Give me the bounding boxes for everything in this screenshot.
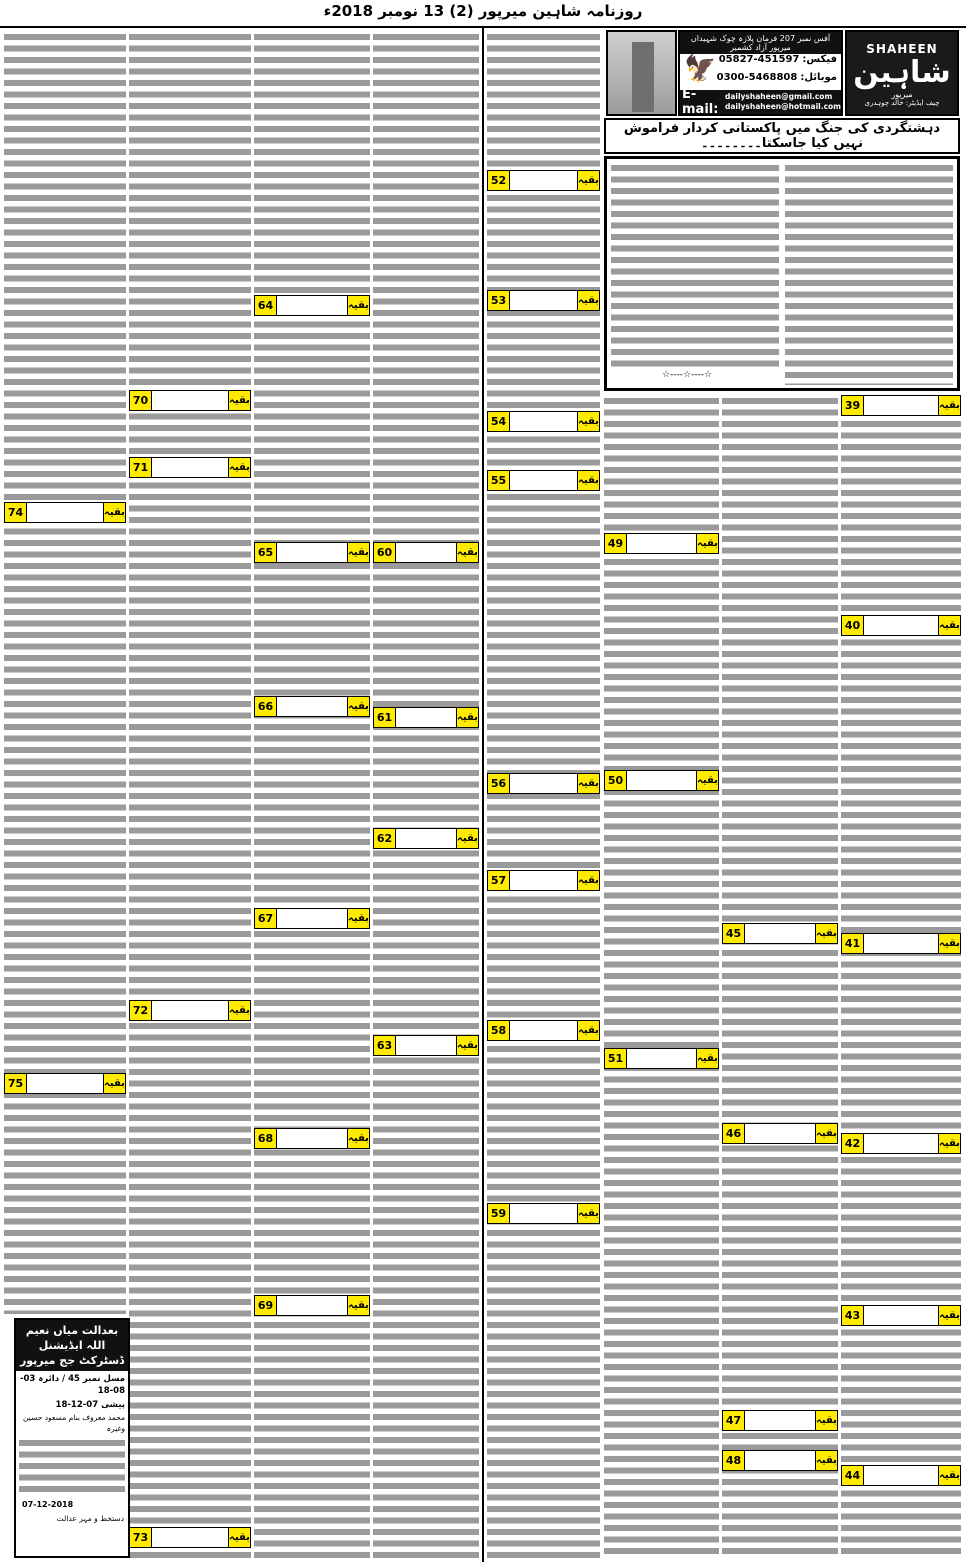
continued-label: بقیہ xyxy=(696,771,718,790)
continued-box xyxy=(487,870,600,891)
continued-number: 62 xyxy=(374,829,396,848)
continued-number: 70 xyxy=(130,391,152,410)
continued-label: بقیہ xyxy=(228,1528,250,1547)
fax-number: 05827-451597 xyxy=(718,54,800,65)
continued-label: بقیہ xyxy=(228,1001,250,1020)
court-notice-title: بعدالت میاں نعیم اللہ ایڈیشنل ڈسٹرکٹ جج میرپور xyxy=(16,1320,128,1371)
email-hotmail[interactable]: dailyshaheen@hotmail.com xyxy=(724,102,841,111)
continued-label: بقیہ xyxy=(577,1021,599,1040)
continued-box xyxy=(722,1450,838,1471)
continued-box xyxy=(841,1133,961,1154)
headline: دہشتگردی کی جنگ میں پاکستانی کردار فراموش نہیں کیا جاسکتا۔۔۔۔۔۔۔۔ xyxy=(623,121,941,151)
column-6 xyxy=(604,396,719,1558)
continued-label: بقیہ xyxy=(347,296,369,315)
court-signature: دستخط و مہر عدالت xyxy=(56,1514,124,1523)
continued-box xyxy=(722,1123,838,1144)
masthead-photo-monument xyxy=(606,30,677,116)
continued-number: 41 xyxy=(842,934,864,953)
continued-label: بقیہ xyxy=(938,1466,960,1485)
continued-label: بقیہ xyxy=(103,1074,125,1093)
column-2 xyxy=(129,32,251,1558)
continued-box xyxy=(373,1035,479,1056)
continued-label: بقیہ xyxy=(696,534,718,553)
continued-box xyxy=(487,1203,600,1224)
continued-label: بقیہ xyxy=(347,1129,369,1148)
continued-label: بقیہ xyxy=(456,708,478,727)
continued-number: 54 xyxy=(488,412,510,431)
continued-number: 51 xyxy=(605,1049,627,1068)
continued-label: بقیہ xyxy=(815,924,837,943)
appearance-date: 07-12-2018 xyxy=(22,1500,74,1509)
continued-number: 75 xyxy=(5,1074,27,1093)
continued-number: 49 xyxy=(605,534,627,553)
continued-label: بقیہ xyxy=(228,458,250,477)
continued-box xyxy=(604,770,719,791)
logo-city: میرپور xyxy=(891,90,913,99)
continued-number: 43 xyxy=(842,1306,864,1325)
continued-number: 39 xyxy=(842,396,864,415)
continued-label: بقیہ xyxy=(938,1134,960,1153)
continued-box xyxy=(841,615,961,636)
hearing-date: پیشی 07-12-18 xyxy=(55,1400,125,1410)
continued-number: 53 xyxy=(488,291,510,310)
continued-number: 44 xyxy=(842,1466,864,1485)
logo-urdu: شاہین xyxy=(853,55,951,90)
continued-label: بقیہ xyxy=(938,616,960,635)
continued-number: 57 xyxy=(488,871,510,890)
continued-number: 66 xyxy=(255,697,277,716)
continued-number: 56 xyxy=(488,774,510,793)
continued-label: بقیہ xyxy=(577,471,599,490)
continued-number: 50 xyxy=(605,771,627,790)
continued-box xyxy=(487,470,600,491)
continued-label: بقیہ xyxy=(938,1306,960,1325)
continued-label: بقیہ xyxy=(577,412,599,431)
continued-box xyxy=(129,1527,251,1548)
mobile-number: 0300-5468808 xyxy=(716,72,798,83)
continued-box xyxy=(373,828,479,849)
continued-number: 61 xyxy=(374,708,396,727)
continued-label: بقیہ xyxy=(938,396,960,415)
continued-label: بقیہ xyxy=(696,1049,718,1068)
continued-box xyxy=(487,290,600,311)
continued-number: 47 xyxy=(723,1411,745,1430)
continued-number: 42 xyxy=(842,1134,864,1153)
continued-box xyxy=(129,457,251,478)
continued-box xyxy=(841,395,961,416)
logo-english: SHAHEEN xyxy=(866,42,938,56)
continued-box xyxy=(254,908,370,929)
continued-number: 68 xyxy=(255,1129,277,1148)
lead-article xyxy=(604,156,960,391)
continued-box xyxy=(254,295,370,316)
continued-box xyxy=(4,1073,126,1094)
column-3 xyxy=(254,32,370,1558)
continued-box xyxy=(722,923,838,944)
email-gmail[interactable]: dailyshaheen@gmail.com xyxy=(724,92,833,101)
continued-label: بقیہ xyxy=(815,1411,837,1430)
column-7 xyxy=(722,396,838,1558)
continued-label: بقیہ xyxy=(347,697,369,716)
continued-number: 59 xyxy=(488,1204,510,1223)
continued-label: بقیہ xyxy=(938,934,960,953)
continued-number: 67 xyxy=(255,909,277,928)
continued-label: بقیہ xyxy=(815,1451,837,1470)
continued-number: 69 xyxy=(255,1296,277,1315)
headline-box xyxy=(604,118,960,154)
continued-label: بقیہ xyxy=(577,291,599,310)
continued-box xyxy=(487,773,600,794)
continued-number: 72 xyxy=(130,1001,152,1020)
lead-article-column-right xyxy=(785,163,953,385)
continued-number: 73 xyxy=(130,1528,152,1547)
continued-box xyxy=(254,1128,370,1149)
continued-label: بقیہ xyxy=(456,1036,478,1055)
case-number: مسل نمبر 45 / دائرہ 03-08-18 xyxy=(19,1374,125,1396)
continued-box xyxy=(254,1295,370,1316)
masthead-contact xyxy=(678,30,843,116)
article-end-mark: ☆----☆----☆ xyxy=(662,370,713,380)
continued-box xyxy=(604,1048,719,1069)
continued-number: 65 xyxy=(255,543,277,562)
continued-number: 52 xyxy=(488,171,510,190)
case-parties: محمد معروف بنام مسعود حسین وغیرہ xyxy=(23,1413,125,1433)
continued-box xyxy=(4,502,126,523)
continued-box xyxy=(487,1020,600,1041)
continued-box xyxy=(129,1000,251,1021)
office-address: آفس نمبر 207 فرمان پلازہ چوک شہیداں میرپور آزاد کشمیر xyxy=(680,32,841,54)
court-notice-body xyxy=(19,1438,125,1496)
fax-label: فیکس: xyxy=(802,54,837,65)
court-notice xyxy=(14,1318,130,1558)
column-4 xyxy=(373,32,479,1558)
continued-box xyxy=(841,1305,961,1326)
continued-label: بقیہ xyxy=(228,391,250,410)
column-5 xyxy=(487,32,600,1558)
continued-box xyxy=(373,707,479,728)
continued-box xyxy=(487,170,600,191)
continued-box xyxy=(254,542,370,563)
continued-number: 55 xyxy=(488,471,510,490)
continued-label: بقیہ xyxy=(815,1124,837,1143)
mobile-label: موبائل: xyxy=(800,72,837,83)
email-label: E-mail: xyxy=(682,87,719,117)
continued-label: بقیہ xyxy=(577,171,599,190)
continued-label: بقیہ xyxy=(347,1296,369,1315)
continued-label: بقیہ xyxy=(456,829,478,848)
continued-number: 74 xyxy=(5,503,27,522)
continued-number: 40 xyxy=(842,616,864,635)
editor-name: چیف ایڈیٹر: خالد چوہدری xyxy=(864,99,940,107)
column-8 xyxy=(841,396,961,1558)
masthead-logo xyxy=(845,30,959,116)
continued-box xyxy=(604,533,719,554)
page-title: روزنامہ شاہین میرپور (2) 13 نومبر 2018ء xyxy=(323,2,643,20)
continued-label: بقیہ xyxy=(577,774,599,793)
continued-label: بقیہ xyxy=(347,909,369,928)
continued-label: بقیہ xyxy=(577,871,599,890)
continued-box xyxy=(841,1465,961,1486)
column-1 xyxy=(4,32,126,1314)
continued-box xyxy=(254,696,370,717)
lead-article-column-left xyxy=(611,163,779,370)
continued-number: 46 xyxy=(723,1124,745,1143)
continued-number: 48 xyxy=(723,1451,745,1470)
continued-box xyxy=(129,390,251,411)
continued-label: بقیہ xyxy=(347,543,369,562)
continued-number: 71 xyxy=(130,458,152,477)
continued-number: 45 xyxy=(723,924,745,943)
continued-box xyxy=(487,411,600,432)
continued-number: 63 xyxy=(374,1036,396,1055)
continued-box xyxy=(841,933,961,954)
continued-number: 64 xyxy=(255,296,277,315)
continued-label: بقیہ xyxy=(456,543,478,562)
center-divider xyxy=(482,28,484,1562)
continued-box xyxy=(722,1410,838,1431)
continued-number: 58 xyxy=(488,1021,510,1040)
continued-label: بقیہ xyxy=(103,503,125,522)
continued-label: بقیہ xyxy=(577,1204,599,1223)
eagle-icon: 🦅 xyxy=(684,54,717,84)
continued-box xyxy=(373,542,479,563)
continued-number: 60 xyxy=(374,543,396,562)
